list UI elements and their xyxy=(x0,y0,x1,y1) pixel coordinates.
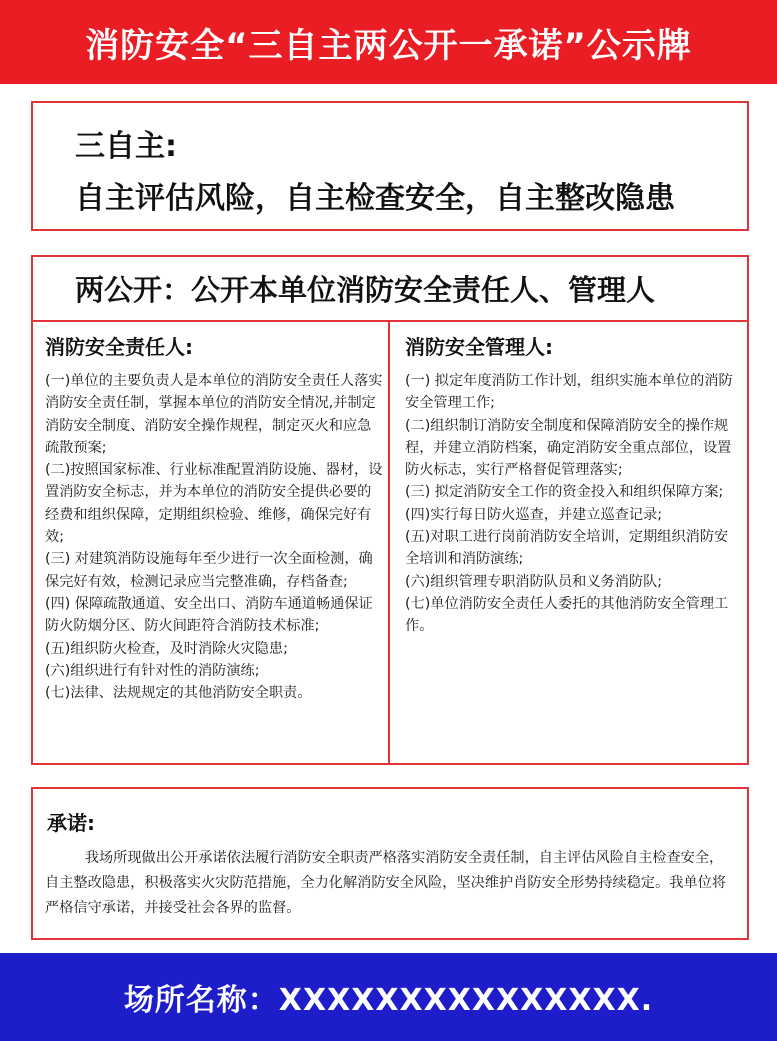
list-item: (二)按照国家标准、行业标准配置消防设施、器材，设置消防安全标志，并为本单位的消防安全提供必要的经费和组织保障，定期组织检验、维修，确保完好有效; xyxy=(45,462,383,546)
manager-heading: 消防安全管理人: xyxy=(405,335,553,359)
san-zizhu-heading: 三自主: xyxy=(75,129,177,164)
footer-banner xyxy=(0,953,777,1041)
responsible-person-heading: 消防安全责任人: xyxy=(45,335,193,359)
chengnuo-heading: 承诺: xyxy=(47,811,95,835)
responsible-person-column xyxy=(45,331,385,704)
list-item: (五)组织防火检查，及时消除火灾隐患; xyxy=(45,640,288,657)
list-item: (三) 对建筑消防设施每年至少进行一次全面检测，确保完好有效，检测记录应当完整准确，存档备查; xyxy=(45,551,373,590)
column-divider xyxy=(388,320,390,763)
list-item: (一)单位的主要负责人是本单位的消防安全责任人落实消防安全责任制，掌握本单位的消防安全情况,并制定消防安全制度、消防安全操作规程，制定灭火和应急疏散预案; xyxy=(45,373,383,456)
list-item: (六)组织进行有针对性的消防演练; xyxy=(45,662,260,679)
liang-gongkai-section xyxy=(31,255,749,765)
list-item: (五)对职工进行岗前消防安全培训，定期组织消防安全培训和消防演练; xyxy=(405,529,729,568)
page-title: 消防安全“三自主两公开一承诺”公示牌 xyxy=(85,25,692,66)
manager-column xyxy=(405,331,741,638)
list-item: (七)法律、法规规定的其他消防安全职责。 xyxy=(45,685,312,702)
list-item: (三) 拟定消防安全工作的资金投入和组织保障方案; xyxy=(405,484,724,501)
chengnuo-section xyxy=(31,787,749,940)
header-banner xyxy=(0,0,777,84)
san-zizhu-text: 自主评估风险，自主检查安全，自主整改隐患 xyxy=(75,181,675,216)
chengnuo-text: 我场所现做出公开承诺依法履行消防安全职责严格落实消防安全责任制，自主评估风险自主检查安全，自主整改隐患，积极落实火灾防范措施，全力化解消防安全风险，坚决维护肖防安全形势持续稳定。我单位将严格信守承诺，并接受社会各界的监督。 xyxy=(45,850,727,916)
list-item: (一) 拟定年度消防工作计划，组织实施本单位的消防安全管理工作; xyxy=(405,373,733,412)
venue-name: 场所名称：XXXXXXXXXXXXXXX. xyxy=(123,983,654,1018)
section-divider xyxy=(33,320,747,322)
list-item: (四)实行每日防火巡查，并建立巡查记录; xyxy=(405,506,663,523)
list-item: (二)组织制订消防安全制度和保障消防安全的操作规程，并建立消防档案，确定消防安全重点部位，设置防火标志，实行严格督促管理落实; xyxy=(405,417,732,479)
liang-gongkai-title: 两公开：公开本单位消防安全责任人、管理人 xyxy=(75,273,656,307)
list-item: (七)单位消防安全责任人委托的其他消防安全管理工作。 xyxy=(405,595,729,635)
list-item: (四) 保障疏散通道、安全出口、消防车通道畅通保证防火防烟分区、防火间距符合消防技术标准; xyxy=(45,595,373,635)
san-zizhu-section xyxy=(31,101,749,231)
list-item: (六)组织管理专职消防队员和义务消防队; xyxy=(405,573,663,590)
